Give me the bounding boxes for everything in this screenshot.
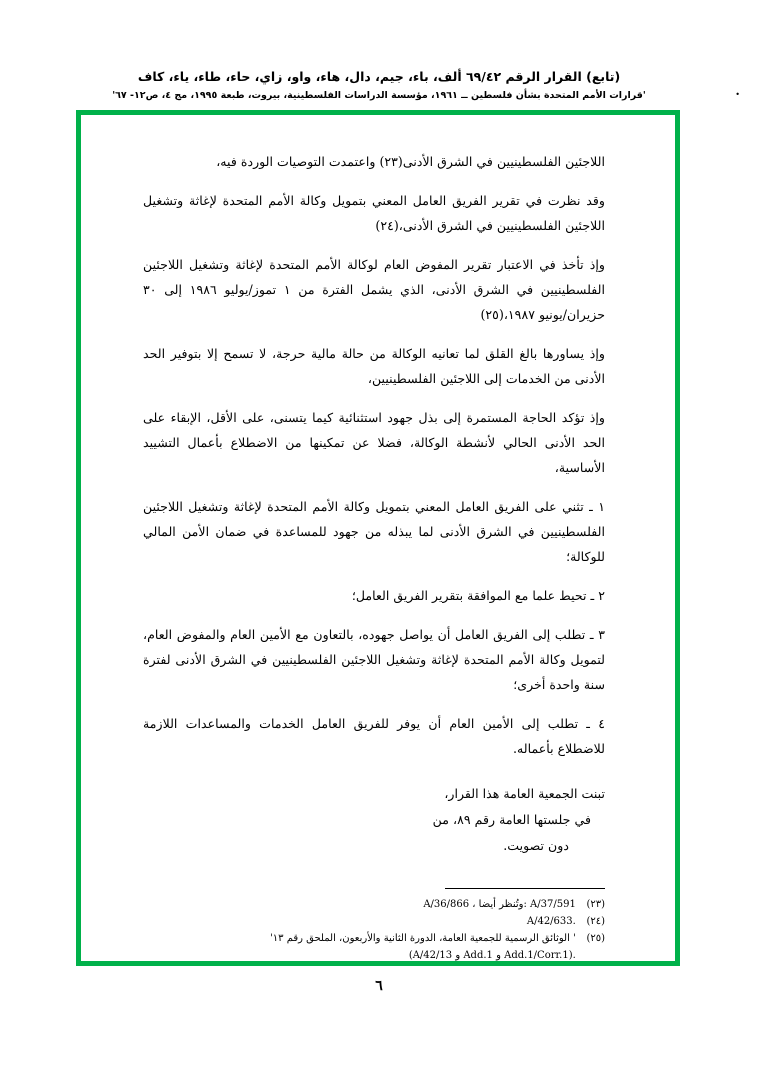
paragraph-preamble-3: وإذ تأخذ في الاعتبار تقرير المفوض العام لوكالة الأمم المتحدة لإغاثة وتشغيل اللاجئين الفلسطينيين في الشرق الأدنى، الذي يشمل الفترة من ١ تموز/يوليو ١٩٨٦ إلى ٣٠ حزيران/يونيو ١٩٨٧،(٢٥) bbox=[143, 257, 606, 322]
footnote-item bbox=[143, 913, 605, 930]
footnote-item-continuation bbox=[143, 947, 605, 964]
operative-clause-1: ١ ـ تثني على الفريق العامل المعني بتمويل وكالة الأمم المتحدة لإغاثة وتشغيل اللاجئين الفلسطينيين في الشرق الأدنى لما يبذله من جهود للمساعدة في ضمان الأمن المالي للوكالة؛ bbox=[143, 499, 605, 564]
footnote-text: A/42/633. bbox=[526, 916, 576, 927]
adoption-note bbox=[143, 781, 605, 858]
paragraph-preamble-1: اللاجئين الفلسطينيين في الشرق الأدنى(٢٣) واعتمدت التوصيات الوردة فيه، bbox=[216, 154, 605, 169]
header-source-citation: 'قرارات الأمم المتحدة بشأن فلسطين ــ ١٩٦١، مؤسسة الدراسات الفلسطينية، بيروت، طبعة ١٩٩٥، مج ٤، ص١٢- ٦٧' bbox=[112, 90, 646, 101]
page-number: ٦ bbox=[375, 978, 383, 994]
footnote-text: ' الوثائق الرسمية للجمعية العامة، الدورة الثانية والأربعون، الملحق رقم ١٣' bbox=[270, 933, 576, 944]
footnotes-section bbox=[143, 888, 605, 964]
footnote-text: (A/42/13 و Add.1 و Add.1/Corr.1). bbox=[408, 950, 576, 961]
footnote-number: (٢٤) bbox=[586, 916, 605, 927]
operative-clause-4: ٤ ـ تطلب إلى الأمين العام أن يوفر للفريق العامل الخدمات والمساعدات اللازمة للاضطلاع بأعماله. bbox=[143, 716, 605, 756]
footnote-text: A/36/866 ، وتُنظر أيضا: A/37/591 bbox=[423, 899, 576, 910]
paragraph-preamble-4: وإذ يساورها بالغ القلق لما تعانيه الوكالة من حالة مالية حرجة، لا تسمح إلا بتوفير الحد الأدنى من الخدمات إلى اللاجئين الفلسطينيين، bbox=[143, 346, 605, 386]
operative-clause-3: ٣ ـ تطلب إلى الفريق العامل أن يواصل جهوده، بالتعاون مع الأمين العام والمفوض العام، لتمويل وكالة الأمم المتحدة لإغاثة وتشغيل اللاجئين الفلسطينيين في الشرق الأدنى لفترة سنة واحدة أخرى؛ bbox=[143, 627, 605, 692]
footnote-item bbox=[143, 930, 605, 947]
paragraph-preamble-5: وإذ تؤكد الحاجة المستمرة إلى بذل جهود استثنائية كيما يتسنى، على الأقل، الإبقاء على الحد الأدنى الحالي لأنشطة الوكالة، فضلا عن تمكينها من الاضطلاع بأعمال التشييد الأساسية، bbox=[143, 410, 605, 475]
green-border-frame bbox=[76, 110, 680, 966]
footnote-item bbox=[143, 896, 605, 913]
adoption-line-3: دون تصويت. bbox=[503, 838, 569, 853]
page-header bbox=[0, 68, 758, 104]
footnote-separator-rule bbox=[445, 888, 605, 889]
operative-clause-2: ٢ ـ تحيط علما مع الموافقة بتقرير الفريق العامل؛ bbox=[351, 588, 605, 603]
header-resolution-title: (تابع) القرار الرقم ٦٩/٤٢ ألف، باء، جيم، دال، هاء، واو، زاي، حاء، طاء، ياء، كاف bbox=[137, 69, 621, 84]
footnote-number: (٢٣) bbox=[586, 899, 605, 910]
paragraph-preamble-2: وقد نظرت في تقرير الفريق العامل المعني بتمويل وكالة الأمم المتحدة لإغاثة وتشغيل اللاجئين الفلسطينيين في الشرق الأدنى،(٢٤) bbox=[143, 193, 605, 233]
header-corner-mark: • bbox=[735, 90, 740, 99]
adoption-line-2: في جلستها العامة رقم ٨٩، من bbox=[432, 812, 591, 827]
adoption-line-1: تبنت الجمعية العامة هذا القرار، bbox=[444, 786, 605, 801]
document-body bbox=[81, 115, 675, 974]
footnote-number: (٢٥) bbox=[586, 933, 605, 944]
